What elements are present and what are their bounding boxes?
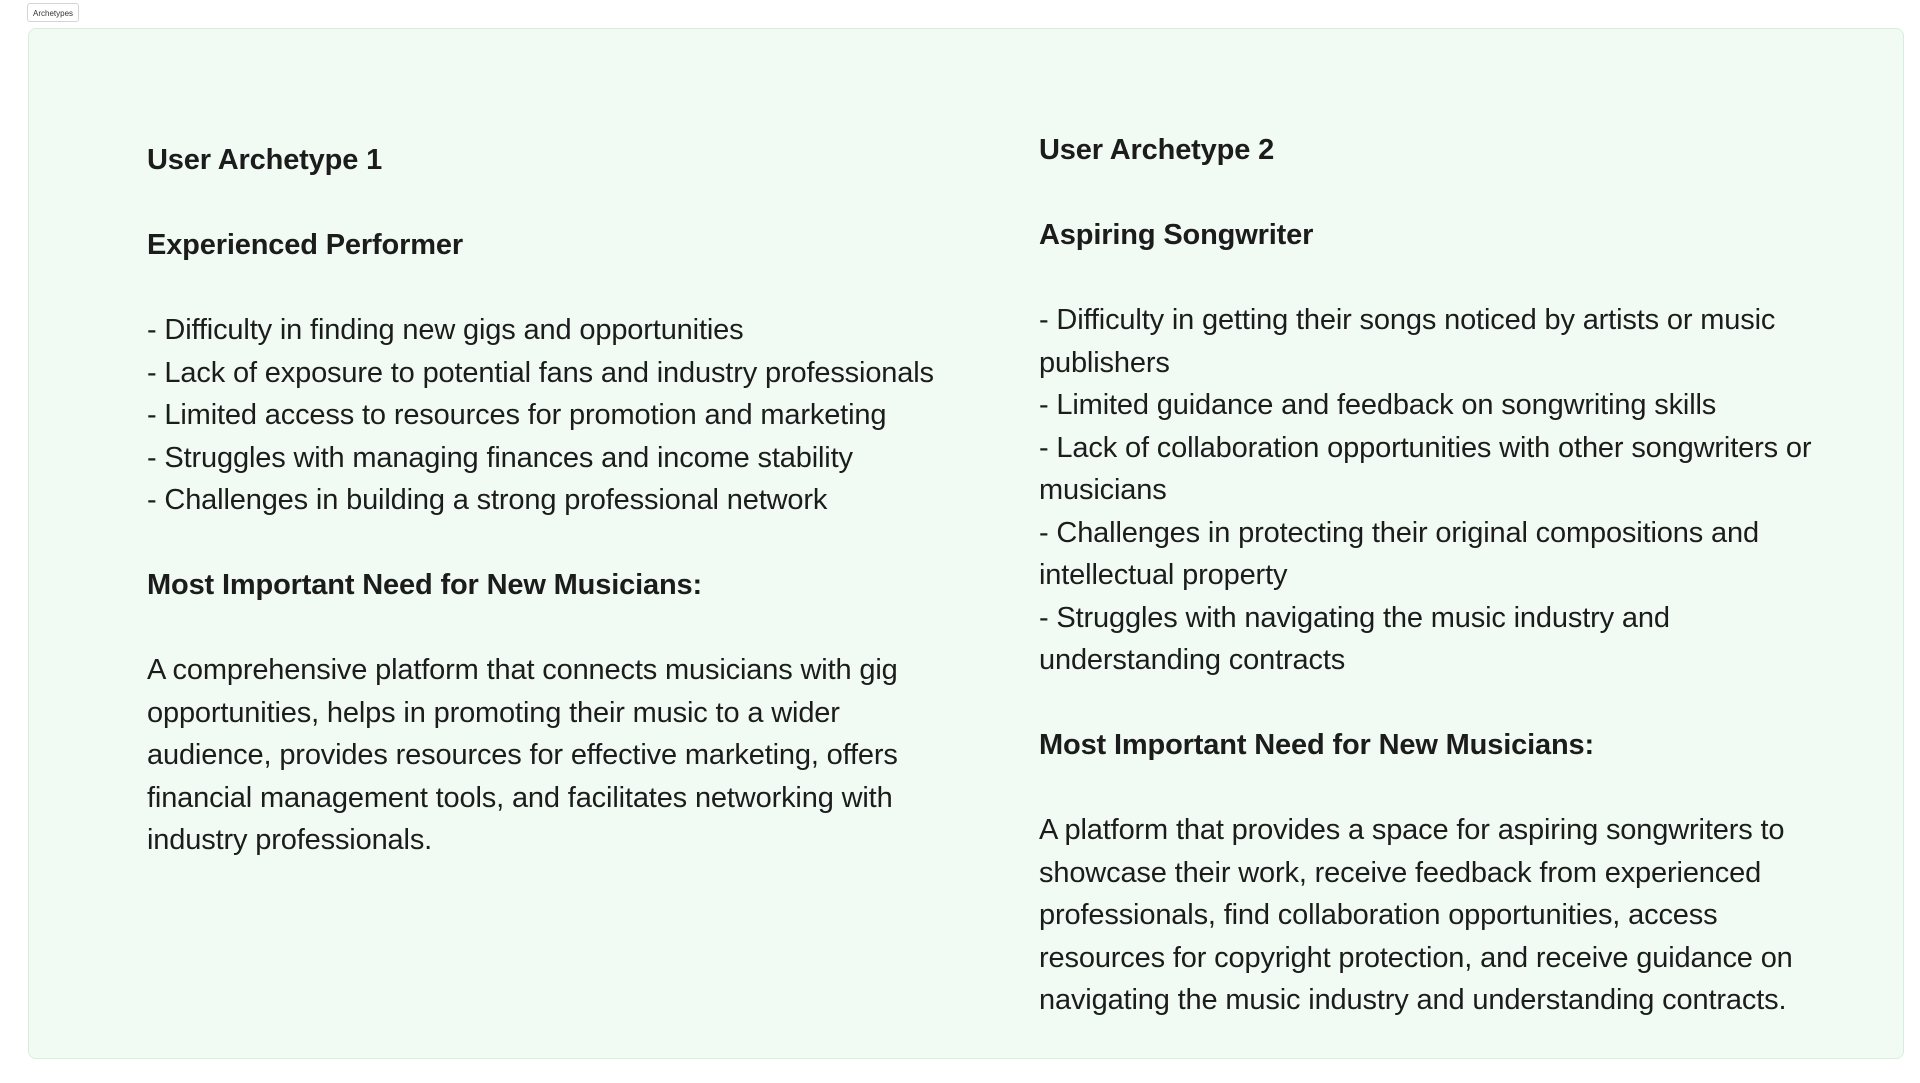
archetype-name: Aspiring Songwriter	[1039, 219, 1314, 251]
pain-point-item: - Challenges in building a strong professional network	[147, 484, 828, 516]
pain-point-item: - Limited access to resources for promotion and marketing	[147, 399, 887, 431]
archetype-title: User Archetype 2	[1039, 134, 1275, 166]
pain-point-item: - Difficulty in finding new gigs and opportunities	[147, 314, 744, 346]
pain-point-item: - Difficulty in getting their songs noticed by artists or music publishers	[1039, 304, 1776, 379]
pain-point-item: - Limited guidance and feedback on songwriting skills	[1039, 389, 1717, 421]
pain-points-list	[1039, 299, 1839, 682]
archetypes-frame[interactable]	[28, 28, 1904, 1059]
archetype-name: Experienced Performer	[147, 229, 463, 261]
archetype-title: User Archetype 1	[147, 144, 383, 176]
need-heading: Most Important Need for New Musicians:	[1039, 729, 1595, 761]
archetype-card-2	[1039, 129, 1839, 1022]
archetype-card-1	[147, 139, 937, 862]
pain-point-item: - Challenges in protecting their original compositions and intellectual property	[1039, 516, 1759, 591]
pain-point-item: - Lack of exposure to potential fans and industry professionals	[147, 356, 934, 389]
need-heading: Most Important Need for New Musicians:	[147, 569, 703, 601]
need-description: A comprehensive platform that connects musicians with gig opportunities, helps in promoting their music to a wider audience, provides resources for effective marketing, offers financial management tools, and facilitates networking with industry professionals.	[147, 654, 898, 856]
need-description: A platform that provides a space for aspiring songwriters to showcase their work, receive feedback from experienced professionals, find collaboration opportunities, access resources for copyright protection, and receive guidance on navigating the music industry and understanding contracts.	[1039, 814, 1793, 1016]
frame-label[interactable]: Archetypes	[27, 3, 79, 22]
pain-point-item: - Lack of collaboration opportunities with other songwriters or musicians	[1039, 431, 1812, 506]
pain-point-item: - Struggles with navigating the music industry and understanding contracts	[1039, 601, 1670, 676]
pain-point-item: - Struggles with managing finances and income stability	[147, 441, 853, 474]
pain-points-list	[147, 309, 937, 522]
